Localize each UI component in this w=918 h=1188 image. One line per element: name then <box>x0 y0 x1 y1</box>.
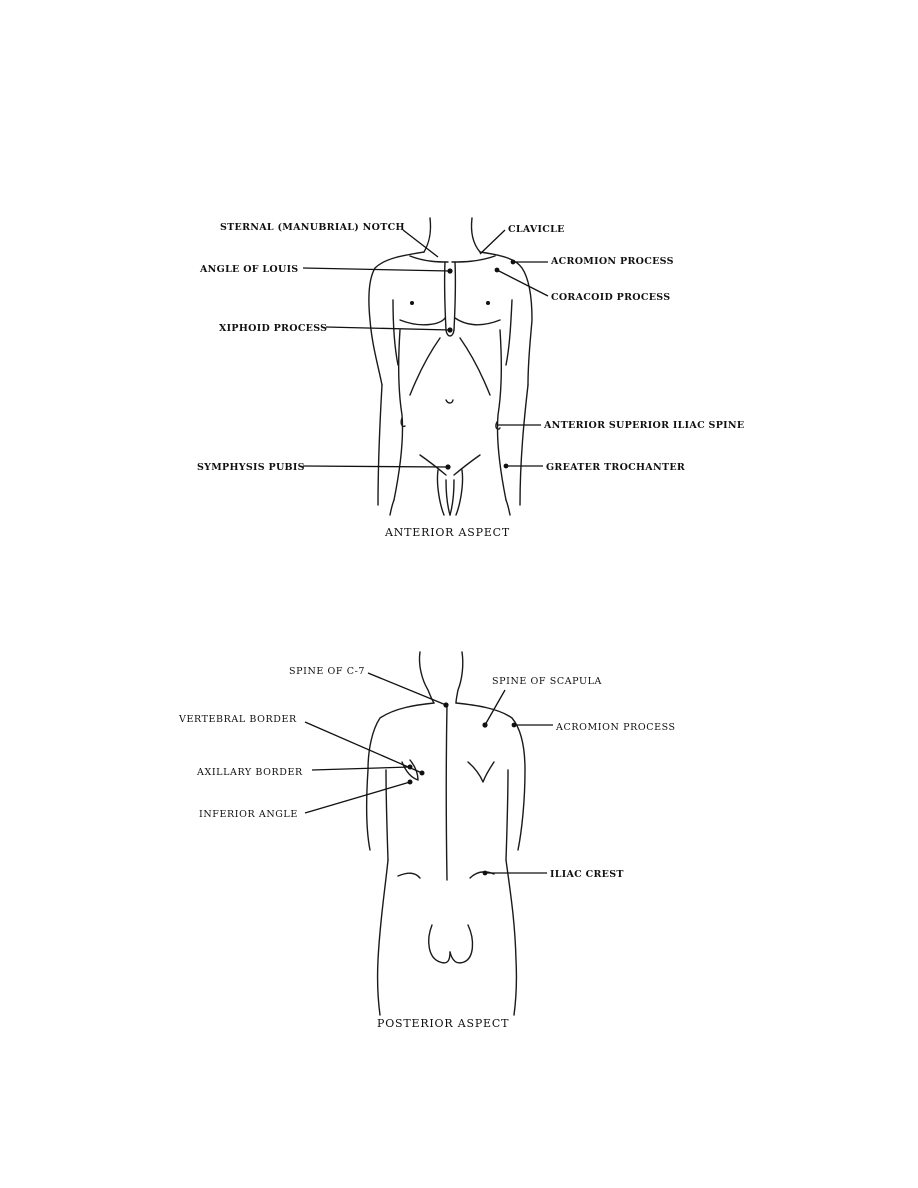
label-inferior-angle: INFERIOR ANGLE <box>199 809 298 820</box>
label-asis: ANTERIOR SUPERIOR ILIAC SPINE <box>544 420 745 431</box>
label-iliac-crest: ILIAC CREST <box>550 869 624 880</box>
label-clavicle: CLAVICLE <box>508 224 565 235</box>
label-xiphoid: XIPHOID PROCESS <box>219 323 328 334</box>
label-sternal-notch: STERNAL (MANUBRIAL) NOTCH <box>220 222 405 233</box>
label-symphysis-pubis: SYMPHYSIS PUBIS <box>197 462 305 473</box>
label-acromion-anterior: ACROMION PROCESS <box>551 256 674 267</box>
posterior-figure <box>305 652 553 1015</box>
label-coracoid: CORACOID PROCESS <box>551 292 671 303</box>
anterior-figure <box>303 218 548 515</box>
caption-posterior: POSTERIOR ASPECT <box>377 1017 510 1030</box>
label-greater-trochanter: GREATER TROCHANTER <box>546 462 686 473</box>
label-angle-of-louis: ANGLE OF LOUIS <box>200 264 299 275</box>
label-spine-c7: SPINE OF C-7 <box>289 666 366 677</box>
label-acromion-posterior: ACROMION PROCESS <box>556 722 676 733</box>
caption-anterior: ANTERIOR ASPECT <box>385 526 511 539</box>
label-axillary-border: AXILLARY BORDER <box>197 767 303 778</box>
label-vertebral-border: VERTEBRAL BORDER <box>179 714 297 725</box>
label-spine-scapula: SPINE OF SCAPULA <box>492 676 602 687</box>
